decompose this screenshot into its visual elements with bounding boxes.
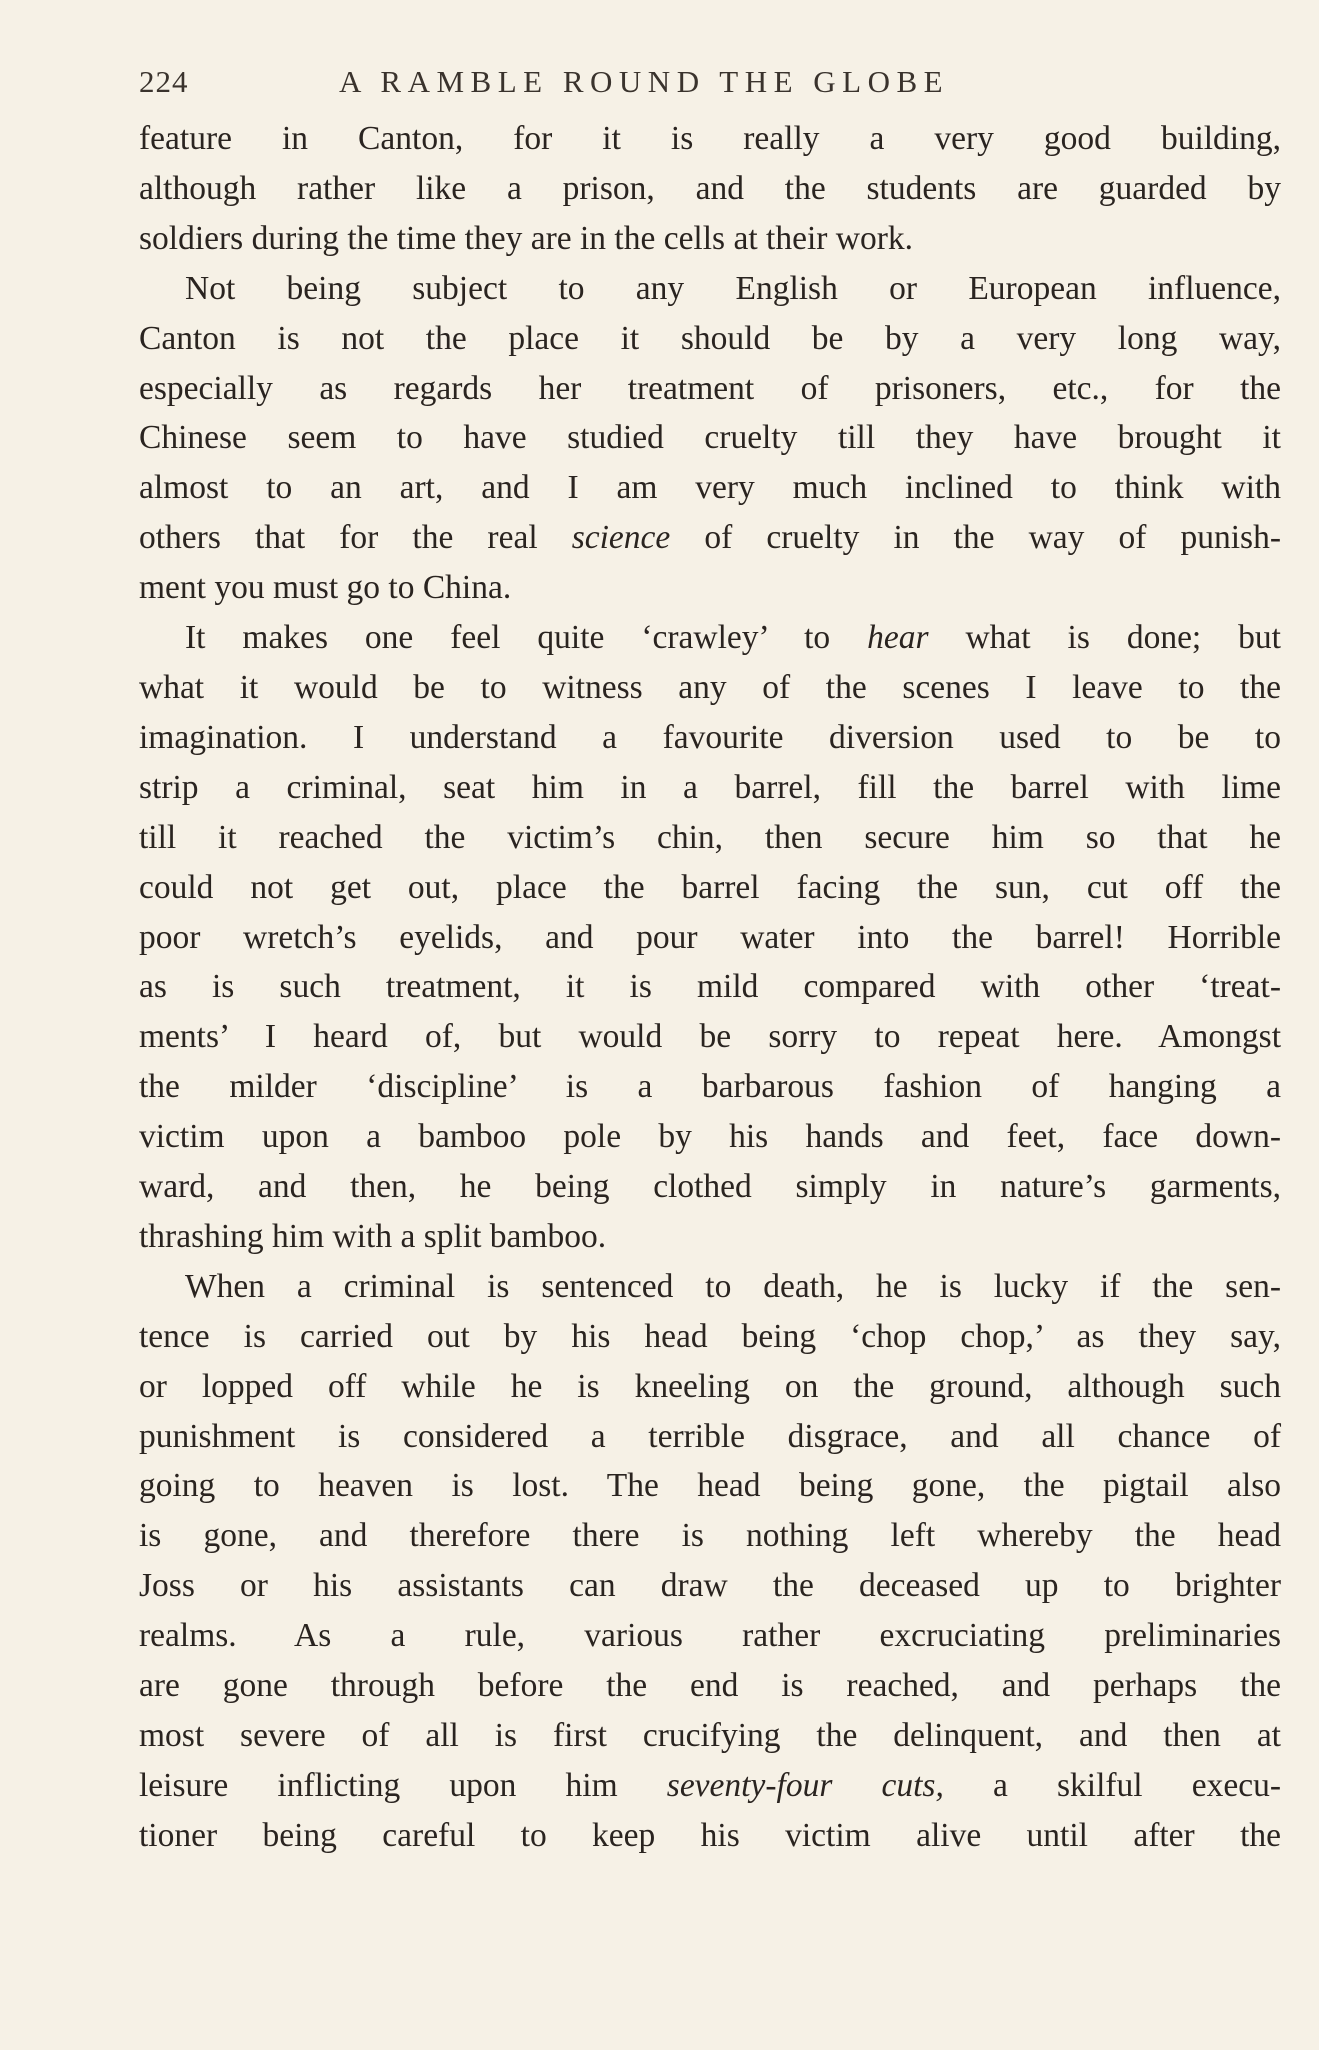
page-number: 224 — [139, 64, 189, 99]
text-line: feature in Canton, for it is really a very good building, — [139, 120, 1281, 157]
text-line: others that for the real science of cruelty in the way of punish- — [139, 519, 1281, 557]
text-line: are gone through before the end is reached, and perhaps the — [139, 1667, 1281, 1705]
text-line: poor wretch’s eyelids, and pour water into the barrel! Horrible — [139, 918, 1281, 956]
text-line: tence is carried out by his head being ‘chop chop,’ as they say, — [139, 1317, 1281, 1355]
text-line: ments’ I heard of, but would be sorry to repeat here. Amongst — [139, 1018, 1281, 1056]
text-line: realms. As a rule, various rather excruciating preliminaries — [139, 1617, 1281, 1655]
paragraph — [139, 264, 1281, 613]
text-line: ment you must go to China. — [139, 569, 512, 607]
text-line: punishment is considered a terrible disgrace, and all chance of — [139, 1417, 1281, 1455]
text-line: especially as regards her treatment of prisoners, etc., for the — [139, 369, 1281, 407]
text-line: although rather like a prison, and the students are guarded by — [139, 169, 1281, 207]
text-line: Canton is not the place it should be by a very long way, — [139, 319, 1281, 357]
book-page — [139, 64, 1281, 1861]
text-line: Joss or his assistants can draw the deceased up to brighter — [139, 1567, 1281, 1605]
text-line: almost to an art, and I am very much inclined to think with — [139, 469, 1281, 507]
paragraph — [139, 114, 1281, 264]
text-line: When a criminal is sentenced to death, he is lucky if the sen- — [185, 1267, 1281, 1305]
paragraph — [139, 613, 1281, 1262]
text-line: most severe of all is first crucifying the delinquent, and then at — [139, 1717, 1281, 1754]
text-line: It makes one feel quite ‘crawley’ to hear what is done; but — [185, 619, 1281, 657]
text-line: ward, and then, he being clothed simply in nature’s garments, — [139, 1168, 1281, 1206]
text-line: or lopped off while he is kneeling on the ground, although such — [139, 1367, 1281, 1405]
text-line: could not get out, place the barrel facing the sun, cut off the — [139, 868, 1281, 906]
text-line: Chinese seem to have studied cruelty till they have brought it — [139, 419, 1281, 457]
text-line: as is such treatment, it is mild compared with other ‘treat- — [139, 968, 1281, 1006]
text-line: Not being subject to any English or European influence, — [185, 269, 1281, 307]
running-title: A RAMBLE ROUND THE GLOBE — [339, 64, 950, 99]
text-line: thrashing him with a split bamboo. — [139, 1217, 607, 1255]
text-line: till it reached the victim’s chin, then secure him so that he — [139, 818, 1281, 856]
text-line: strip a criminal, seat him in a barrel, fill the barrel with lime — [139, 768, 1281, 806]
paragraph — [139, 1262, 1281, 1861]
text-line: is gone, and therefore there is nothing left whereby the head — [139, 1517, 1281, 1555]
text-line: soldiers during the time they are in the cells at their work. — [139, 219, 914, 257]
text-line: tioner being careful to keep his victim alive until after the — [139, 1816, 1281, 1854]
text-line: imagination. I understand a favourite diversion used to be to — [139, 718, 1281, 756]
page-header — [139, 64, 1281, 114]
text-line: victim upon a bamboo pole by his hands and feet, face down- — [139, 1118, 1281, 1156]
body-text — [139, 114, 1281, 1861]
text-line: what it would be to witness any of the scenes I leave to the — [139, 668, 1281, 706]
text-line: going to heaven is lost. The head being gone, the pigtail also — [139, 1467, 1281, 1505]
text-line: leisure inflicting upon him seventy-four cuts, a skilful execu- — [139, 1766, 1281, 1804]
text-line: the milder ‘discipline’ is a barbarous fashion of hanging a — [139, 1068, 1281, 1106]
